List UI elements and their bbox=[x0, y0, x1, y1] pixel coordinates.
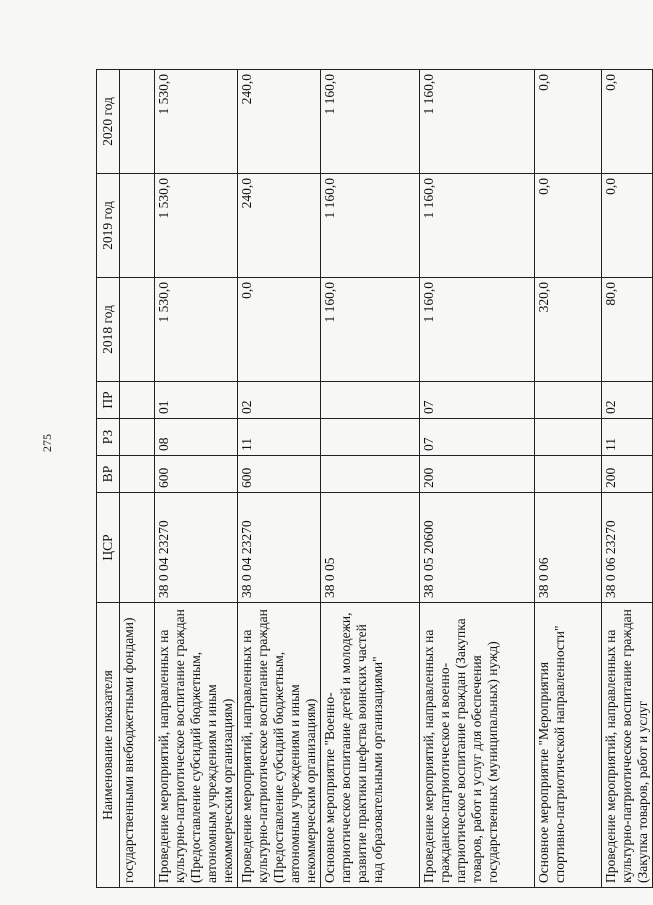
cell-vr: 200 bbox=[602, 456, 653, 493]
cell-vr: 600 bbox=[155, 456, 238, 493]
header-vr: ВР bbox=[97, 456, 120, 493]
cell-csr bbox=[120, 493, 155, 603]
cell-2020 bbox=[120, 70, 155, 174]
cell-2019: 1 530,0 bbox=[155, 174, 238, 278]
cell-2018: 80,0 bbox=[602, 278, 653, 382]
cell-pr: 02 bbox=[238, 382, 321, 419]
cell-2018 bbox=[120, 278, 155, 382]
table-row bbox=[155, 70, 238, 888]
cell-rz bbox=[535, 419, 602, 456]
table-row bbox=[120, 70, 155, 888]
cell-2019: 240,0 bbox=[238, 174, 321, 278]
cell-2018: 1 160,0 bbox=[420, 278, 535, 382]
cell-csr: 38 0 05 bbox=[321, 493, 420, 603]
header-csr: ЦСР bbox=[97, 493, 120, 603]
cell-2020: 0,0 bbox=[535, 70, 602, 174]
cell-pr: 01 bbox=[155, 382, 238, 419]
cell-2019: 0,0 bbox=[535, 174, 602, 278]
header-name: Наименование показателя bbox=[97, 603, 120, 888]
header-2019: 2019 год bbox=[97, 174, 120, 278]
cell-name: государственными внебюджетными фондами) bbox=[120, 603, 155, 888]
table-row bbox=[535, 70, 602, 888]
cell-2020: 240,0 bbox=[238, 70, 321, 174]
cell-name: Проведение мероприятий, направленных на культурно-патриотическое воспитание граждан (Предоставление субсидий бюджетным, автономным учреждениям и иным некоммерческим организациям) bbox=[238, 603, 321, 888]
cell-2018: 1 530,0 bbox=[155, 278, 238, 382]
cell-rz: 07 bbox=[420, 419, 535, 456]
cell-2020: 1 530,0 bbox=[155, 70, 238, 174]
cell-rz: 08 bbox=[155, 419, 238, 456]
cell-2018: 320,0 bbox=[535, 278, 602, 382]
header-row bbox=[97, 70, 120, 888]
cell-pr bbox=[535, 382, 602, 419]
cell-rz: 11 bbox=[602, 419, 653, 456]
table-row bbox=[321, 70, 420, 888]
cell-pr bbox=[120, 382, 155, 419]
cell-pr: 07 bbox=[420, 382, 535, 419]
cell-vr: 600 bbox=[238, 456, 321, 493]
cell-rz bbox=[120, 419, 155, 456]
cell-name: Основное мероприятие "Военно-патриотическое воспитание детей и молодежи, развитие практики шефства воинских частей над образовательными организациями" bbox=[321, 603, 420, 888]
cell-2020: 1 160,0 bbox=[420, 70, 535, 174]
cell-name: Проведение мероприятий, направленных на культурно-патриотическое воспитание граждан (Закупка товаров, работ и услуг bbox=[602, 603, 653, 888]
table-row bbox=[238, 70, 321, 888]
cell-2019: 0,0 bbox=[602, 174, 653, 278]
cell-2019 bbox=[120, 174, 155, 278]
header-2020: 2020 год bbox=[97, 70, 120, 174]
cell-2018: 1 160,0 bbox=[321, 278, 420, 382]
table-row bbox=[420, 70, 535, 888]
cell-csr: 38 0 04 23270 bbox=[155, 493, 238, 603]
rotated-page bbox=[96, 70, 650, 888]
cell-vr bbox=[321, 456, 420, 493]
cell-2019: 1 160,0 bbox=[420, 174, 535, 278]
header-pr: ПР bbox=[97, 382, 120, 419]
cell-2020: 1 160,0 bbox=[321, 70, 420, 174]
cell-pr: 02 bbox=[602, 382, 653, 419]
cell-2020: 0,0 bbox=[602, 70, 653, 174]
cell-vr: 200 bbox=[420, 456, 535, 493]
cell-2018: 0,0 bbox=[238, 278, 321, 382]
cell-name: Проведение мероприятий, направленных на культурно-патриотическое воспитание граждан (Предоставление субсидий бюджетным, автономным учреждениям и иным некоммерческим организациям) bbox=[155, 603, 238, 888]
cell-csr: 38 0 04 23270 bbox=[238, 493, 321, 603]
cell-rz: 11 bbox=[238, 419, 321, 456]
header-2018: 2018 год bbox=[97, 278, 120, 382]
cell-name: Основное мероприятие "Мероприятия спортивно-патриотической направленности" bbox=[535, 603, 602, 888]
cell-csr: 38 0 05 20600 bbox=[420, 493, 535, 603]
cell-vr bbox=[535, 456, 602, 493]
cell-csr: 38 0 06 bbox=[535, 493, 602, 603]
cell-rz bbox=[321, 419, 420, 456]
table-row bbox=[602, 70, 653, 888]
cell-vr bbox=[120, 456, 155, 493]
cell-pr bbox=[321, 382, 420, 419]
page-number: 275 bbox=[40, 434, 54, 452]
cell-2019: 1 160,0 bbox=[321, 174, 420, 278]
cell-csr: 38 0 06 23270 bbox=[602, 493, 653, 603]
header-rz: РЗ bbox=[97, 419, 120, 456]
cell-name: Проведение мероприятий, направленных на гражданско-патриотическое и военно-патриотическое воспитание граждан (Закупка товаров, работ и услуг для обеспечения государственных (муниципальных) нужд) bbox=[420, 603, 535, 888]
budget-table bbox=[96, 69, 653, 888]
